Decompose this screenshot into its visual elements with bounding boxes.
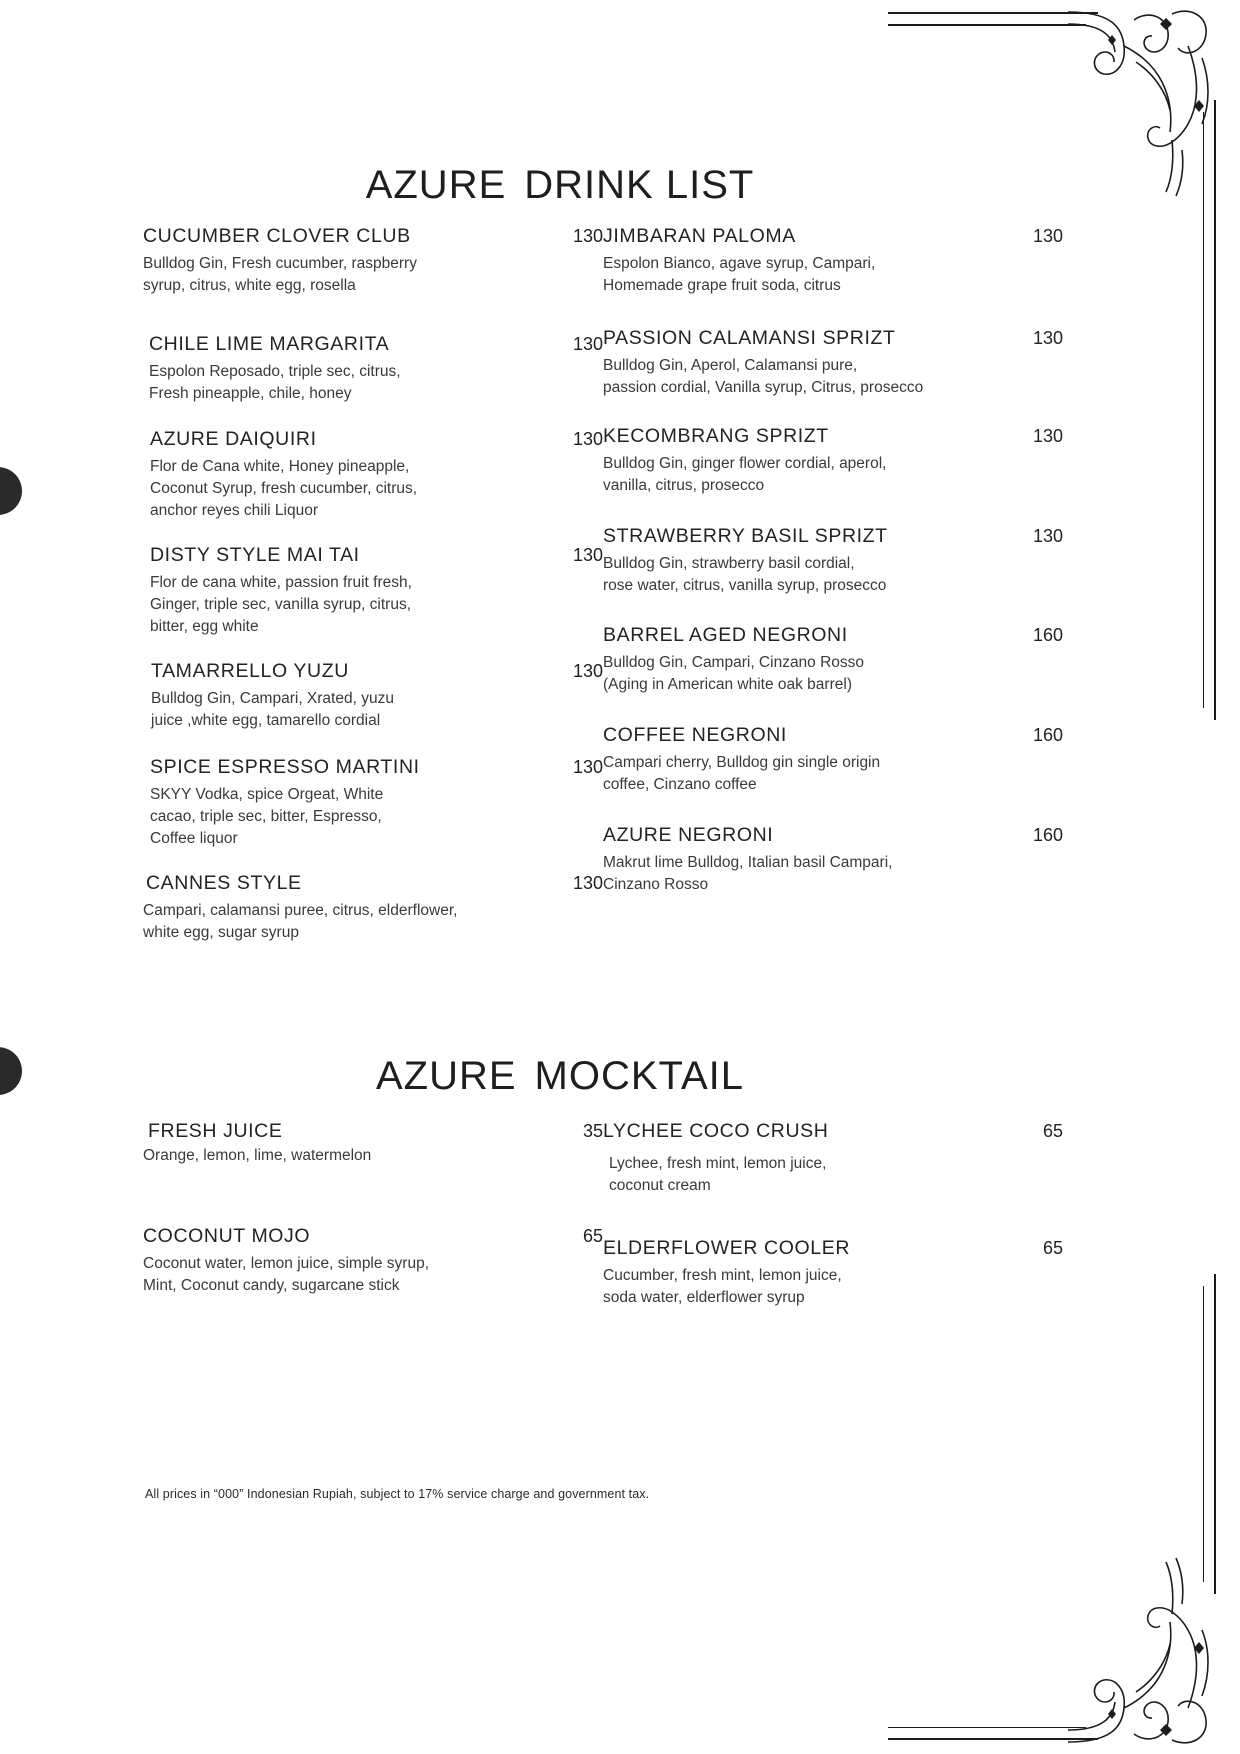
menu-item-header [146, 872, 603, 895]
desc-line: Homemade grape fruit soda, citrus [603, 277, 841, 294]
menu-item-description [150, 784, 603, 850]
menu-item-header [143, 1225, 603, 1248]
menu-item-description [143, 1253, 603, 1297]
menu-item [603, 525, 1063, 597]
desc-line: Cinzano Rosso [603, 876, 709, 893]
menu-item-description [603, 253, 1063, 297]
menu-item-header [603, 225, 1063, 248]
menu-item-description [143, 253, 603, 297]
menu-item-header [603, 824, 1063, 847]
menu-item-description [143, 900, 603, 944]
menu-item-description [603, 453, 1063, 497]
bottom-rule-inner [888, 1727, 1086, 1729]
desc-line: coffee, Cinzano coffee [603, 776, 757, 793]
bottom-rule-outer [888, 1738, 1098, 1740]
binding-hole-icon-top [0, 467, 22, 515]
desc-line: anchor reyes chili Liquor [150, 502, 319, 519]
menu-item-name: CANNES STYLE [146, 872, 302, 894]
menu-item-name: COFFEE NEGRONI [603, 724, 787, 746]
menu-item-header [603, 1120, 1063, 1143]
desc-line: Coconut Syrup, fresh cucumber, citrus, [150, 480, 418, 497]
menu-item-name: ELDERFLOWER COOLER [603, 1237, 851, 1259]
menu-item [603, 724, 1063, 796]
desc-line: juice ,white egg, tamarello cordial [151, 712, 381, 729]
menu-item-price: 130 [572, 226, 603, 246]
menu-item-name: COCONUT MOJO [143, 1225, 311, 1247]
menu-item-price: 35 [582, 1121, 603, 1141]
menu-item-header [603, 327, 1063, 350]
menu-item-price: 130 [572, 429, 603, 449]
menu-item-description [151, 688, 603, 732]
top-rule-inner [888, 24, 1086, 26]
menu-item-description [603, 1153, 1063, 1197]
desc-line: Coconut water, lemon juice, simple syrup, [143, 1255, 430, 1272]
menu-item-header [150, 428, 603, 451]
binding-hole-icon-bottom [0, 1047, 22, 1095]
menu-item [143, 872, 603, 944]
desc-line: syrup, citrus, white egg, rosella [143, 277, 356, 294]
menu-item-price: 65 [1042, 1238, 1063, 1258]
menu-item-price: 130 [572, 757, 603, 777]
menu-item-name: LYCHEE COCO CRUSH [603, 1120, 829, 1142]
menu-item-header [151, 660, 603, 683]
desc-line: Bulldog Gin, ginger flower cordial, aperol, [603, 455, 887, 472]
menu-item-header [149, 333, 603, 356]
desc-line: Lychee, fresh mint, lemon juice, [609, 1155, 827, 1172]
menu-item [603, 1120, 1063, 1197]
menu-item [143, 1120, 603, 1167]
menu-item-price: 65 [582, 1226, 603, 1246]
desc-line: passion cordial, Vanilla syrup, Citrus, prosecco [603, 379, 924, 396]
menu-item-name: BARREL AGED NEGRONI [603, 624, 848, 646]
mocktail-title-word-2: MOCKTAIL [534, 1054, 745, 1098]
menu-item-name: STRAWBERRY BASIL SPRIZT [603, 525, 888, 547]
menu-item-description [603, 652, 1063, 696]
menu-item-description [603, 752, 1063, 796]
desc-line: Espolon Reposado, triple sec, citrus, [149, 363, 401, 380]
menu-item-price: 160 [1032, 625, 1063, 645]
drink-list-title [120, 163, 1000, 208]
menu-item [143, 660, 603, 732]
menu-item-name: CHILE LIME MARGARITA [149, 333, 390, 355]
menu-item-price: 65 [1042, 1121, 1063, 1141]
menu-item-header [603, 525, 1063, 548]
menu-item [603, 425, 1063, 497]
menu-item [603, 624, 1063, 696]
menu-item [143, 756, 603, 850]
menu-item-description [150, 572, 603, 638]
menu-item-description [603, 553, 1063, 597]
menu-item-name: PASSION CALAMANSI SPRIZT [603, 327, 896, 349]
menu-item-name: DISTY STYLE MAI TAI [150, 544, 360, 566]
desc-line: vanilla, citrus, prosecco [603, 477, 765, 494]
mocktail-title [120, 1054, 1000, 1099]
menu-item-header [148, 1120, 603, 1143]
menu-item [603, 225, 1063, 297]
right-rule-inner [1203, 112, 1205, 708]
drink-list-columns [143, 225, 1063, 944]
right-rule-lower-outer [1214, 1274, 1216, 1594]
desc-line: Coffee liquor [150, 830, 238, 847]
desc-line: Campari cherry, Bulldog gin single origin [603, 754, 881, 771]
desc-line: white egg, sugar syrup [143, 924, 299, 941]
menu-item-price: 130 [1032, 526, 1063, 546]
mocktail-column-right [603, 1120, 1063, 1309]
desc-line: Bulldog Gin, Aperol, Calamansi pure, [603, 357, 858, 374]
desc-line: Ginger, triple sec, vanilla syrup, citrus, [150, 596, 412, 613]
mocktail-column-left [143, 1120, 603, 1309]
menu-item-price: 130 [572, 661, 603, 681]
desc-line: soda water, elderflower syrup [603, 1289, 805, 1306]
menu-item [603, 1237, 1063, 1309]
desc-line: Flor de cana white, passion fruit fresh, [150, 574, 412, 591]
menu-item-header [143, 225, 603, 248]
menu-item-price: 130 [572, 873, 603, 893]
menu-item-name: SPICE ESPRESSO MARTINI [150, 756, 420, 778]
desc-line: bitter, egg white [150, 618, 259, 635]
desc-line: Campari, calamansi puree, citrus, elderflower, [143, 902, 458, 919]
menu-item-price: 160 [1032, 825, 1063, 845]
menu-item-name: CUCUMBER CLOVER CLUB [143, 225, 411, 247]
price-disclaimer: All prices in “000” Indonesian Rupiah, subject to 17% service charge and government tax. [145, 1487, 650, 1501]
desc-line: Bulldog Gin, Campari, Cinzano Rosso [603, 654, 865, 671]
menu-item-price: 130 [572, 334, 603, 354]
menu-item [143, 1225, 603, 1297]
menu-item-price: 130 [1032, 426, 1063, 446]
desc-line: Makrut lime Bulldog, Italian basil Campari, [603, 854, 893, 871]
mocktail-columns [143, 1120, 1063, 1309]
menu-item-description [603, 1265, 1063, 1309]
menu-item-description [143, 1145, 603, 1167]
desc-line: Cucumber, fresh mint, lemon juice, [603, 1267, 842, 1284]
menu-item-header [603, 1237, 1063, 1260]
menu-item-price: 130 [572, 545, 603, 565]
menu-item-name: FRESH JUICE [148, 1120, 283, 1142]
desc-line: SKYY Vodka, spice Orgeat, White [150, 786, 384, 803]
menu-item-name: JIMBARAN PALOMA [603, 225, 796, 247]
menu-item-header [150, 544, 603, 567]
menu-item [603, 327, 1063, 399]
menu-item-header [150, 756, 603, 779]
menu-item-header [603, 425, 1063, 448]
desc-line: Flor de Cana white, Honey pineapple, [150, 458, 410, 475]
menu-item-price: 130 [1032, 226, 1063, 246]
bottom-right-flourish-icon [872, 1554, 1232, 1754]
menu-item-header [603, 724, 1063, 747]
menu-item [143, 428, 603, 522]
desc-line: (Aging in American white oak barrel) [603, 676, 852, 693]
menu-item-name: AZURE NEGRONI [603, 824, 774, 846]
right-rule-outer [1214, 100, 1216, 720]
drink-title-word-2: DRINK LIST [524, 163, 755, 207]
menu-item-name: KECOMBRANG SPRIZT [603, 425, 829, 447]
desc-line: Espolon Bianco, agave syrup, Campari, [603, 255, 876, 272]
menu-item [143, 225, 603, 297]
desc-line: Bulldog Gin, strawberry basil cordial, [603, 555, 855, 572]
menu-item-description [149, 361, 603, 405]
drink-title-word-1: AZURE [365, 163, 507, 207]
menu-item-price: 130 [1032, 328, 1063, 348]
desc-line: Mint, Coconut candy, sugarcane stick [143, 1277, 400, 1294]
menu-item [603, 824, 1063, 896]
top-rule-outer [888, 12, 1098, 14]
menu-item-header [603, 624, 1063, 647]
menu-item [143, 333, 603, 405]
desc-line: coconut cream [609, 1177, 711, 1194]
desc-line: Fresh pineapple, chile, honey [149, 385, 352, 402]
desc-line: Bulldog Gin, Campari, Xrated, yuzu [151, 690, 394, 707]
menu-item-description [603, 355, 1063, 399]
menu-item [143, 544, 603, 638]
menu-item-description [603, 852, 1063, 896]
menu-item-description [150, 456, 603, 522]
drink-column-right [603, 225, 1063, 944]
drink-column-left [143, 225, 603, 944]
right-rule-lower-inner [1203, 1286, 1205, 1582]
menu-item-price: 160 [1032, 725, 1063, 745]
desc-line: Bulldog Gin, Fresh cucumber, raspberry [143, 255, 417, 272]
desc-line: rose water, citrus, vanilla syrup, prosecco [603, 577, 887, 594]
desc-line: cacao, triple sec, bitter, Espresso, [150, 808, 382, 825]
menu-item-name: TAMARRELLO YUZU [151, 660, 349, 682]
desc-line: Orange, lemon, lime, watermelon [143, 1147, 372, 1164]
menu-item-name: AZURE DAIQUIRI [150, 428, 317, 450]
mocktail-title-word-1: AZURE [375, 1054, 517, 1098]
